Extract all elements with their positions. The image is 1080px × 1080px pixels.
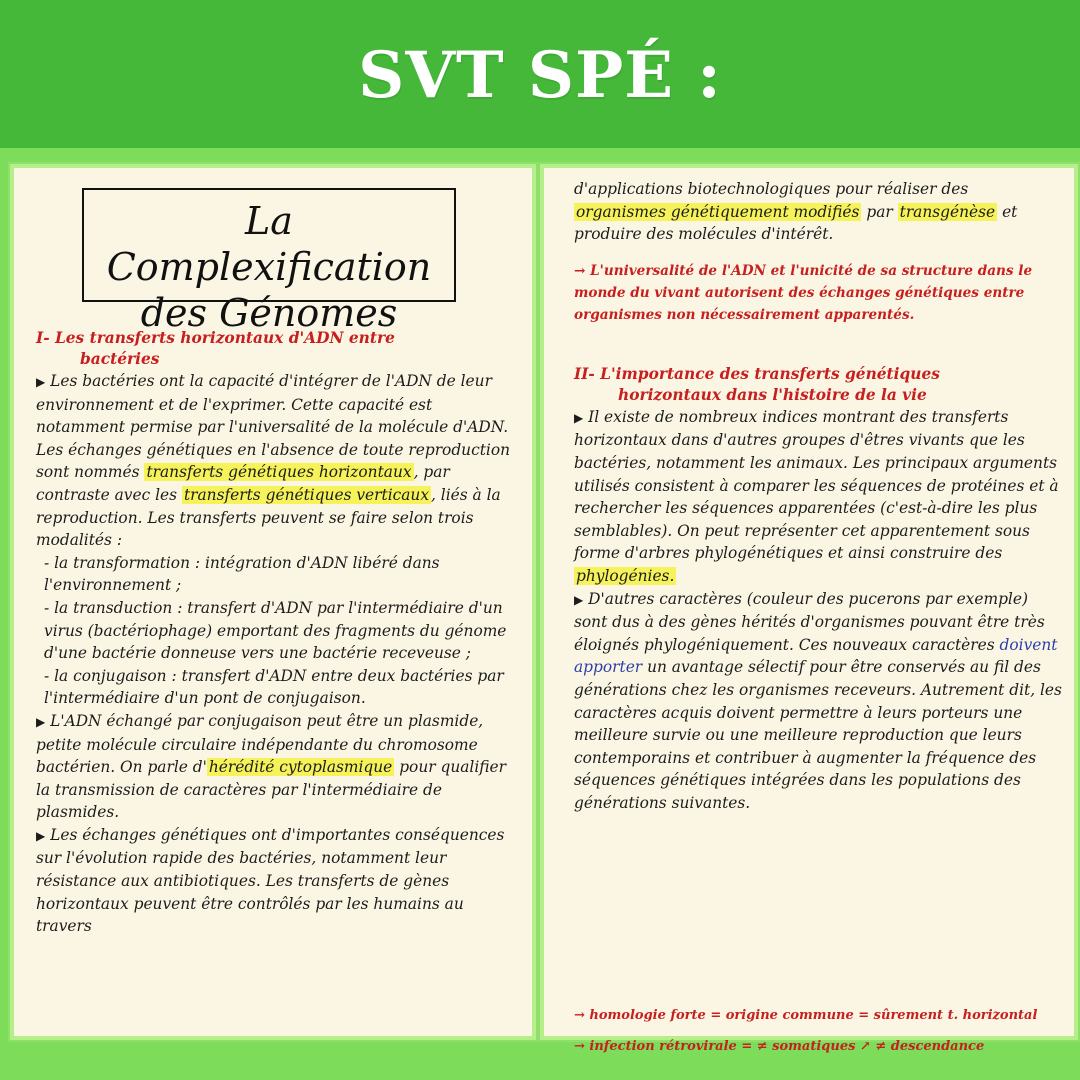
triangle-bullet-icon: ▶: [574, 410, 584, 425]
def-transduction: : transfert d'ADN par l'intermédiaire d'un virus (bactériophage) emportant des fragments du génome d'une bactérie donneuse vers une bactérie receveuse ;: [44, 598, 507, 663]
right-note-sheet: [540, 164, 1078, 1054]
left-paragraph-2: [36, 439, 516, 552]
spacer: [574, 246, 1064, 260]
section2-title-b: horizontaux dans l'histoire de la vie: [618, 385, 927, 404]
list-item-transduction: - la transduction : transfert d'ADN par l'intermédiaire d'un virus (bactériophage) emportant des fragments du génome d'une bactérie donneuse vers une bactérie receveuse ;: [44, 598, 507, 663]
highlight-transgenese: transgénèse: [899, 202, 996, 221]
list-item-transformation: - la transformation : intégration d'ADN libéré dans l'environnement ;: [44, 553, 440, 595]
blue-doivent-apporter: doivent apporter: [574, 635, 1058, 677]
left-p4-text: Les échanges génétiques ont d'importantes conséquences sur l'évolution rapide des bactéries, notamment leur résistance aux antibiotiques. Les transferts de gènes horizontaux peuvent être contrôlés par les humains au travers: [36, 825, 505, 936]
red-note-infection: → infection rétrovirale = ≠ somatiques ↗ ≠ descendance: [574, 1039, 985, 1054]
right-paragraph-1: [574, 178, 1064, 246]
right-p1-b: par: [866, 202, 893, 221]
highlight-ogm: organismes génétiquement modifiés: [576, 202, 860, 221]
left-p3-b: pour qualifier la transmission de caractères par l'intermédiaire de plasmides.: [36, 758, 506, 822]
header-band: [0, 0, 1080, 148]
section1-title-a: I- Les transferts horizontaux d'ADN entre: [36, 329, 395, 347]
left-paragraph-1: [36, 370, 516, 439]
triangle-bullet-icon: ▶: [36, 828, 46, 843]
red-note-universalite: → L'universalité de l'ADN et l'unicité de sa structure dans le monde du vivant autorisent des échanges génétiques entre organismes non nécessairement apparentés.: [574, 262, 1033, 323]
right-p1-a: d'applications biotechnologiques pour réaliser des: [574, 180, 969, 198]
highlight-transferts-verticaux: transferts génétiques verticaux: [183, 485, 430, 504]
left-paragraph-4: [36, 824, 516, 938]
right-content: [574, 178, 1064, 814]
section1-title-b: bactéries: [80, 350, 160, 368]
right-paragraph-3: [574, 588, 1064, 815]
section2-title-a: II- L'importance des transferts génétiques: [574, 364, 940, 383]
highlight-heredite-cytoplasmique: hérédité cytoplasmique: [208, 758, 393, 777]
section1-title: [36, 328, 516, 370]
triangle-bullet-icon: ▶: [574, 592, 584, 607]
left-content: [36, 328, 516, 938]
left-p1-text: Les bactéries ont la capacité d'intégrer de l'ADN de leur environnement et de l'exprimer. Cette capacité est notamment permise par l'universalité de la molécule d'ADN.: [36, 372, 509, 437]
right-p1-c: et produire des molécules d'intérêt.: [574, 202, 1018, 244]
triangle-bullet-icon: ▶: [36, 714, 46, 729]
section2-title: [574, 364, 1064, 406]
left-p2-b: , par contraste avec les: [36, 463, 450, 504]
right-p3-b: un avantage sélectif pour être conservés au fil des générations chez les organismes receveurs. Autrement dit, les caractères acquis doivent permettre à leurs porteurs une meilleure survie ou une meilleure reproduction que leurs contemporains et contribuer à augmenter la fréquence des séquences génétiques intégrées dans les populations des générations suivantes.: [574, 658, 1062, 812]
def-conjugaison: : transfert d'ADN entre deux bactéries par l'intermédiaire d'un pont de conjugaison.: [44, 666, 504, 708]
left-p2-c: , liés à la reproduction. Les transferts peuvent se faire selon trois modalités :: [36, 485, 501, 550]
left-note-sheet: [10, 164, 536, 1040]
right-p2-a: Il existe de nombreux indices montrant des transferts horizontaux dans d'autres groupes d'êtres vivants que les bactéries, notamment les animaux. Les principaux arguments utilisés consistent à comparer les séquences de protéines et à rechercher les séquences apparentées (c'est-à-dire les plus semblables). On peut représenter cet apparentement sous forme d'arbres phylogénétiques et ainsi construire des: [574, 407, 1059, 563]
note-title-box: [82, 188, 456, 335]
bottom-notes: [574, 994, 1069, 1069]
triangle-bullet-icon: ▶: [36, 375, 46, 389]
notes-area: [0, 148, 1080, 1080]
note-title-line1: La Complexification: [106, 199, 432, 289]
term-transduction: la transduction: [54, 598, 173, 617]
left-paragraph-3: [36, 710, 516, 824]
left-p2-a: Les échanges génétiques en l'absence de toute reproduction sont nommés: [36, 440, 510, 482]
list-item-conjugaison: - la conjugaison : transfert d'ADN entre deux bactéries par l'intermédiaire d'un pont de conjugaison.: [44, 666, 504, 708]
def-transformation: : intégration d'ADN libéré dans l'environnement ;: [44, 553, 440, 595]
highlight-phylogenies: phylogénies.: [576, 566, 675, 585]
right-p3-a: D'autres caractères (couleur des pucerons par exemple) sont dus à des gènes hérités d'organismes pouvant être très éloignés phylogéniquement. Ces nouveaux caractères: [574, 589, 1045, 654]
spacer: [574, 326, 1064, 364]
term-conjugaison: la conjugaison: [54, 666, 167, 685]
term-transformation: la transformation: [54, 553, 190, 572]
right-paragraph-2: [574, 406, 1064, 588]
note-title-line2: des Génomes: [140, 291, 398, 335]
left-p3-a: L'ADN échangé par conjugaison peut être un plasmide, petite molécule circulaire indépendante du chromosome bactérien. On parle d': [36, 711, 484, 777]
red-note-homologie: → homologie forte = origine commune = sûrement t. horizontal: [574, 1008, 1038, 1023]
highlight-transferts-horizontaux: transferts génétiques horizontaux: [146, 463, 412, 482]
page-title: SVT SPÉ :: [358, 38, 722, 113]
